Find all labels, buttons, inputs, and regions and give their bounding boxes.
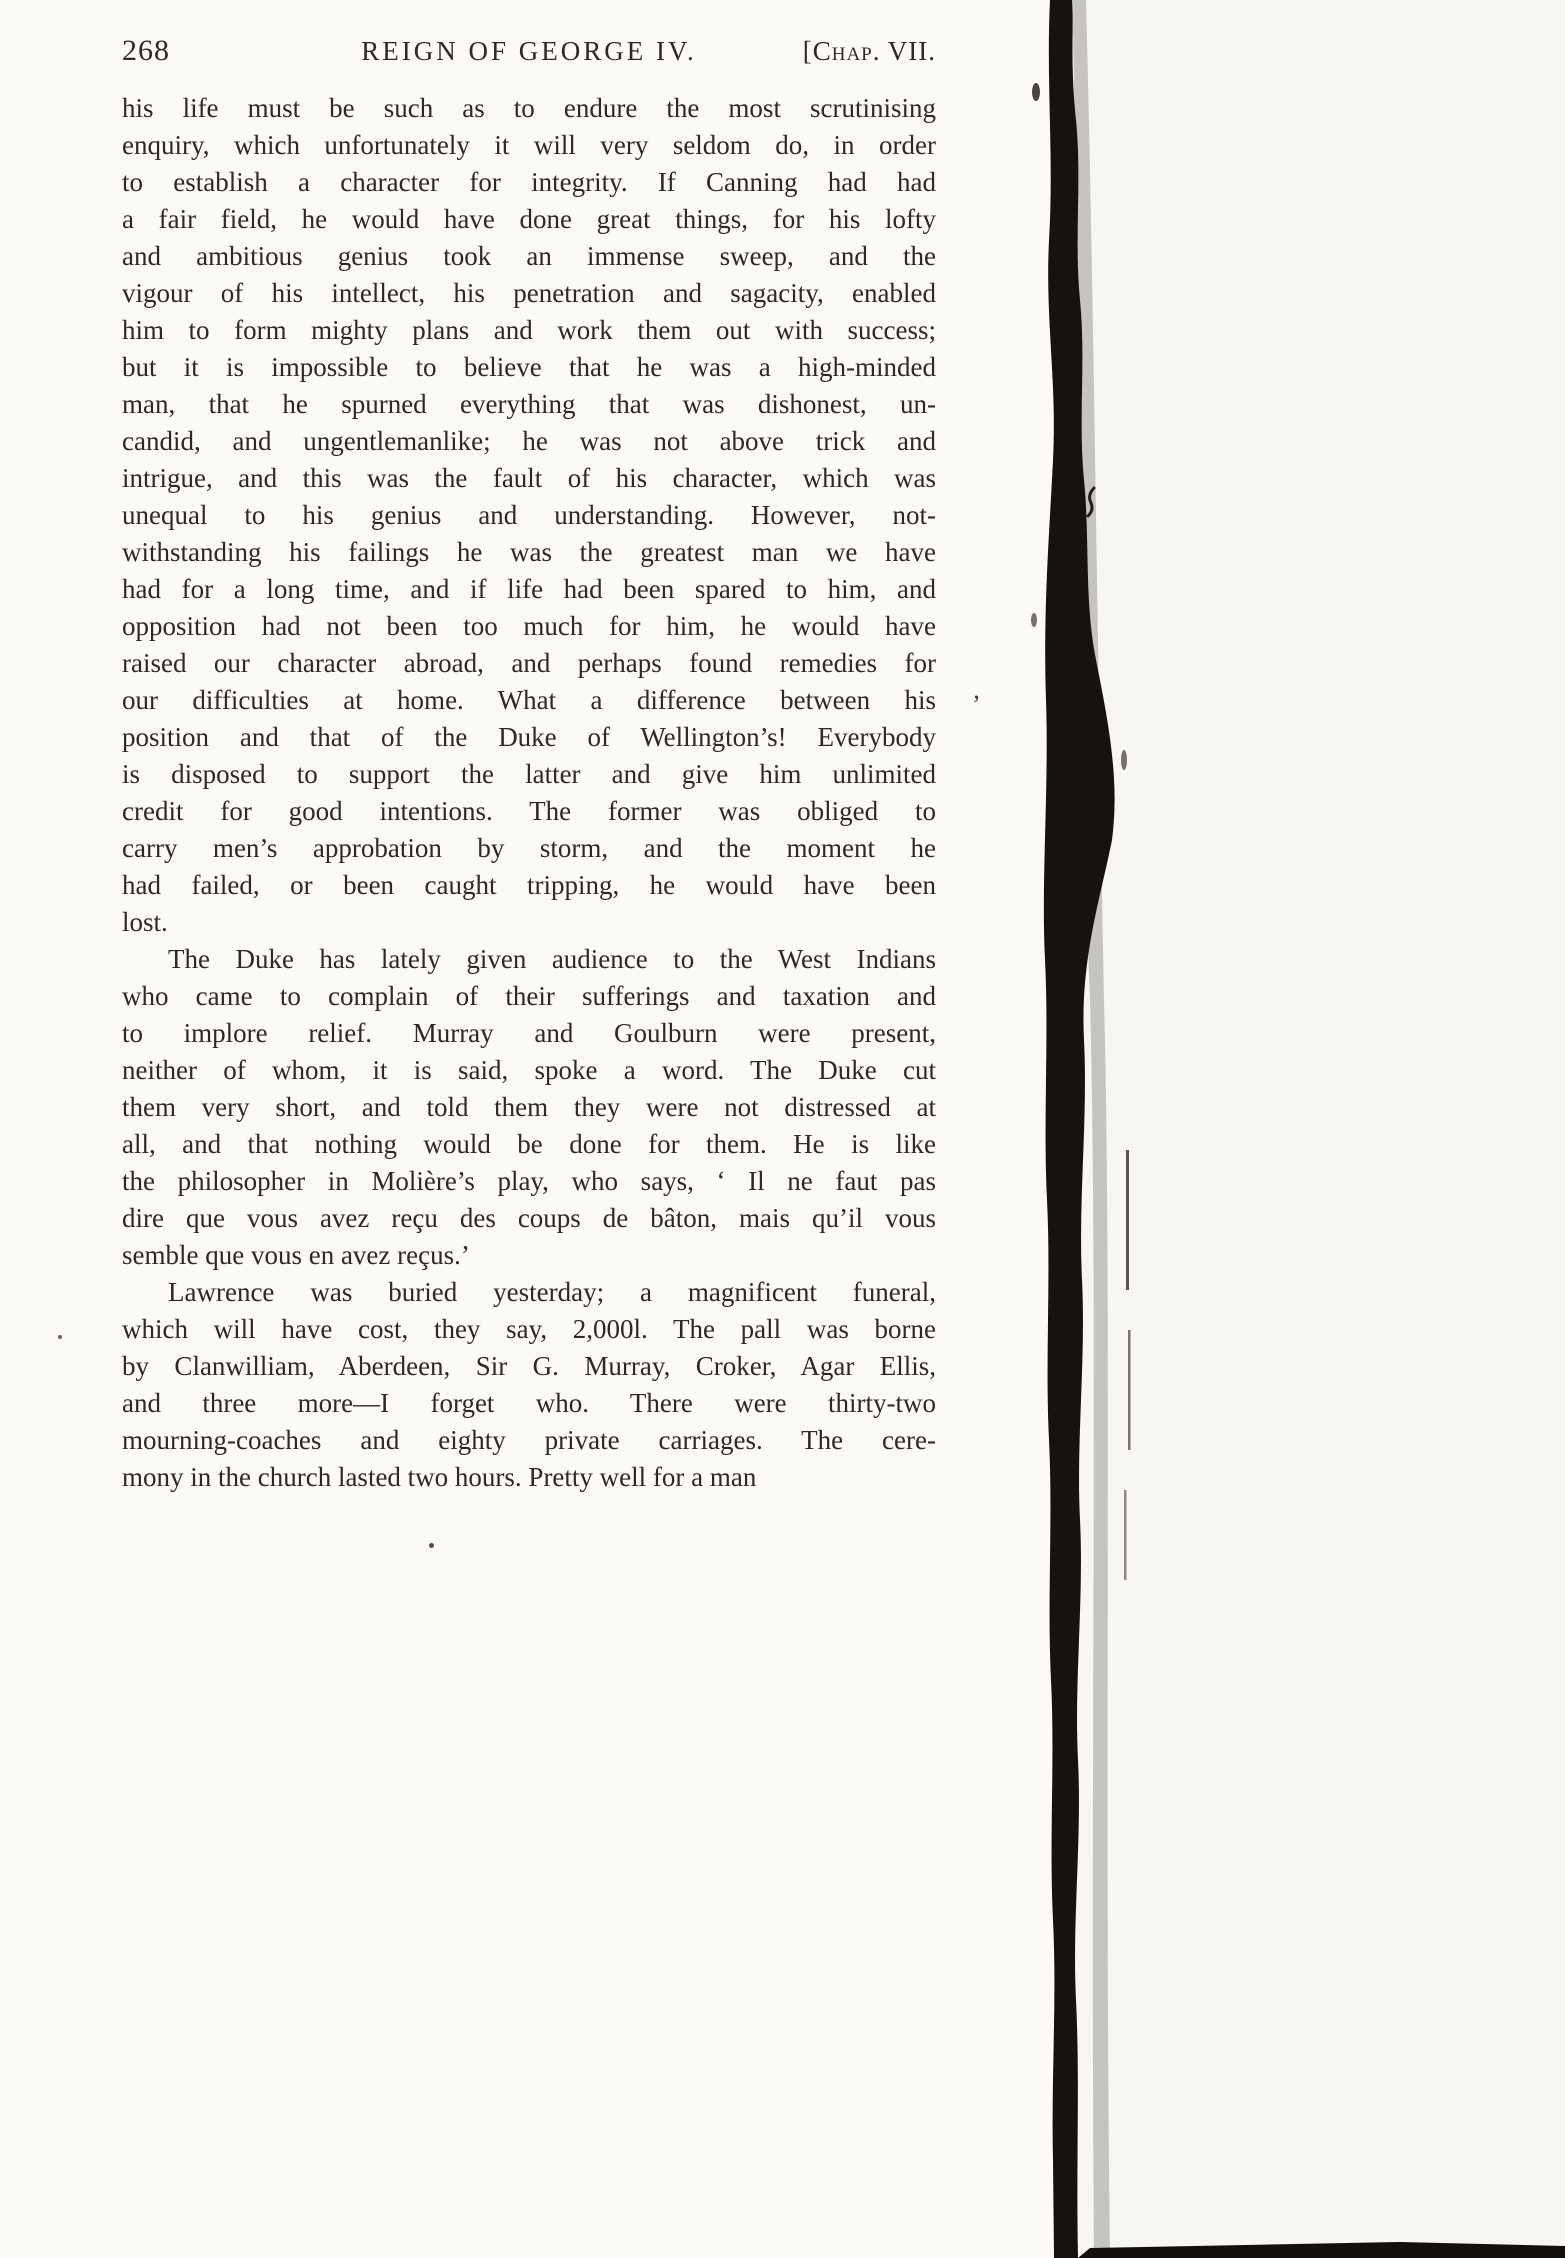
text-line: mourning-coaches and eighty private carriages. The cere- bbox=[122, 1425, 936, 1455]
text-line: lost. bbox=[122, 907, 168, 937]
text-line: man, that he spurned everything that was dishonest, un- bbox=[122, 389, 936, 419]
text-line: had failed, or been caught tripping, he would have been bbox=[122, 870, 936, 900]
text-line: unequal to his genius and understanding. However, not- bbox=[122, 500, 936, 530]
text-line: opposition had not been too much for him, he would have bbox=[122, 611, 936, 641]
binding-shadow bbox=[1020, 0, 1565, 2258]
text-line: The Duke has lately given audience to the West Indians bbox=[168, 944, 936, 974]
page-number: 268 bbox=[122, 34, 170, 67]
text-line: but it is impossible to believe that he was a high-minded bbox=[122, 352, 936, 382]
text-line: position and that of the Duke of Wellington’s! Everybody bbox=[122, 722, 936, 752]
text-line: by Clanwilliam, Aberdeen, Sir G. Murray, Croker, Agar Ellis, bbox=[122, 1351, 936, 1381]
text-line: withstanding his failings he was the greatest man we have bbox=[122, 537, 936, 567]
text-line: enquiry, which unfortunately it will very seldom do, in order bbox=[122, 130, 936, 160]
text-line: is disposed to support the latter and give him unlimited bbox=[122, 759, 936, 789]
gutter-hairline bbox=[1126, 1150, 1129, 1290]
text-line: and ambitious genius took an immense sweep, and the bbox=[122, 241, 936, 271]
text-line: had for a long time, and if life had been spared to him, and bbox=[122, 574, 936, 604]
text-line: a fair field, he would have done great things, for his lofty bbox=[122, 204, 936, 234]
text-line: dire que vous avez reçu des coups de bâton, mais qu’il vous bbox=[122, 1203, 936, 1233]
text-line: Lawrence was buried yesterday; a magnificent funeral, bbox=[168, 1277, 936, 1307]
text-line: to implore relief. Murray and Goulburn were present, bbox=[122, 1018, 936, 1048]
text-line: who came to complain of their sufferings and taxation and bbox=[122, 981, 936, 1011]
text-line: his life must be such as to endure the most scrutinising bbox=[122, 93, 936, 123]
text-line: all, and that nothing would be done for them. He is like bbox=[122, 1129, 936, 1159]
text-line: neither of whom, it is said, spoke a word. The Duke cut bbox=[122, 1055, 936, 1085]
text-line: which will have cost, they say, 2,000l. The pall was borne bbox=[122, 1314, 936, 1344]
page-header bbox=[122, 34, 936, 68]
text-line: our difficulties at home. What a difference between his bbox=[122, 685, 936, 715]
paragraph bbox=[122, 90, 936, 941]
gutter-hairline bbox=[1124, 1490, 1127, 1580]
gutter-hairline bbox=[1128, 1330, 1131, 1450]
page-bottom-edge bbox=[1078, 2242, 1565, 2258]
ink-speck bbox=[429, 1543, 434, 1548]
text-line: carry men’s approbation by storm, and the moment he bbox=[122, 833, 936, 863]
gutter-speck bbox=[1031, 613, 1037, 627]
text-line: them very short, and told them they were not distressed at bbox=[122, 1092, 936, 1122]
ink-speck bbox=[58, 1335, 62, 1339]
text-line: and three more—I forget who. There were thirty-two bbox=[122, 1388, 936, 1418]
text-line: semble que vous en avez reçus.’ bbox=[122, 1240, 470, 1270]
text-line: raised our character abroad, and perhaps found remedies for bbox=[122, 648, 936, 678]
text-line: vigour of his intellect, his penetration and sagacity, enabled bbox=[122, 278, 936, 308]
chapter-label: [Chap. VII. bbox=[802, 36, 936, 66]
paragraph bbox=[122, 941, 936, 1274]
text-line: candid, and ungentlemanlike; he was not above trick and bbox=[122, 426, 936, 456]
running-title: REIGN OF GEORGE IV. bbox=[361, 36, 697, 66]
gutter-speck bbox=[1032, 83, 1040, 101]
paragraph bbox=[122, 1274, 936, 1496]
text-line: mony in the church lasted two hours. Pretty well for a man bbox=[122, 1462, 757, 1492]
text-line: credit for good intentions. The former was obliged to bbox=[122, 796, 936, 826]
gutter-speck bbox=[1121, 750, 1127, 770]
text-line: intrigue, and this was the fault of his character, which was bbox=[122, 463, 936, 493]
text-line: him to form mighty plans and work them out with success; bbox=[122, 315, 936, 345]
body-text bbox=[122, 90, 936, 1496]
text-line: the philosopher in Molière’s play, who says, ‘ Il ne faut pas bbox=[122, 1166, 936, 1196]
stray-quote-mark: ’ bbox=[972, 690, 981, 719]
text-line: to establish a character for integrity. If Canning had had bbox=[122, 167, 936, 197]
